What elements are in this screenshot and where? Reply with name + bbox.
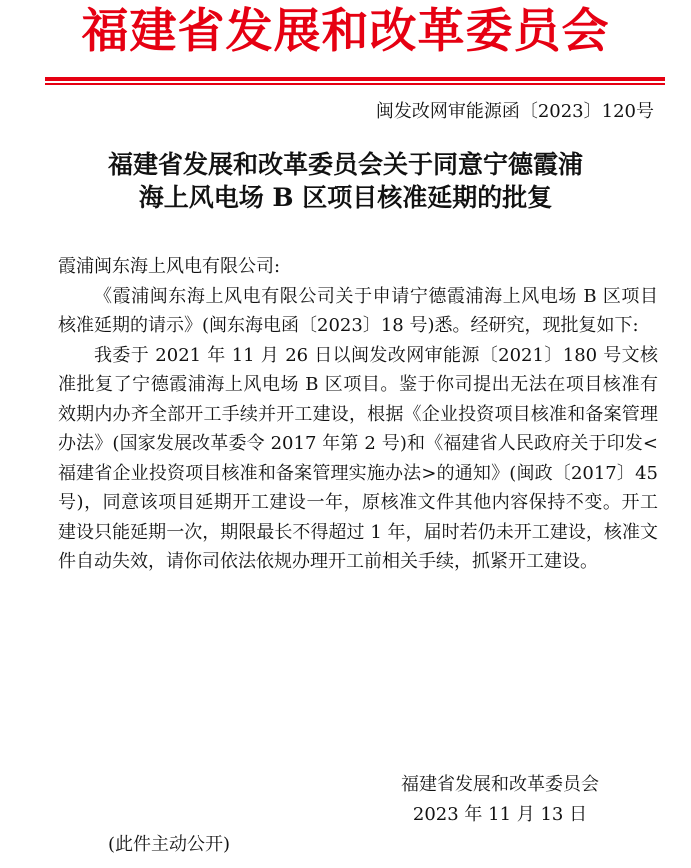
title-line-2: 海上风电场 B 区项目核准延期的批复 [138,183,553,212]
paragraph-approval: 我委于 2021 年 11 月 26 日以闽发改网审能源〔2021〕180 号文核准批复了宁德霞浦海上风电场 B 区项目。鉴于你司提出无法在项目核准有效期内办齐全部开工手续并开工建设，根据《企业投资项目核准和备案管理办法》(国家发展改革委令 2017 年第 2 号)和《福建省人民政府关于印发<福建省企业投资项目核准和备案管理实施办法>的通知》(闽政〔2017〕45 号)，同意该项目延期开工建设一年，原核准文件其他内容保持不变。开工建设只能延期一次，期限最长不得超过 1 年，届时若仍未开工建设，核准文件自动失效，请你司依法依规办理开工前相关手续，抓紧开工建设。 [58,344,658,572]
signature-block [360,770,640,830]
addressee: 霞浦闽东海上风电有限公司: [58,256,281,277]
signature-date: 2023 年 11 月 13 日 [412,804,588,825]
title-line-1: 福建省发展和改革委员会关于同意宁德霞浦 [107,150,583,179]
masthead-title: 福建省发展和改革委员会 [81,4,610,59]
signature-organization: 福建省发展和改革委员会 [401,774,599,795]
document-title [30,148,661,214]
document-number: 闽发改网审能源函〔2023〕120号 [375,101,654,122]
document-body [58,252,658,577]
paragraph-request: 《霞浦闽东海上风电有限公司关于申请宁德霞浦海上风电场 B 区项目核准延期的请示》(闽东海电函〔2023〕18 号)悉。经研究，现批复如下: [58,285,658,336]
red-divider-thin [45,83,665,85]
red-divider-thick [45,77,665,81]
disclosure-note: (此件主动公开) [108,834,231,855]
